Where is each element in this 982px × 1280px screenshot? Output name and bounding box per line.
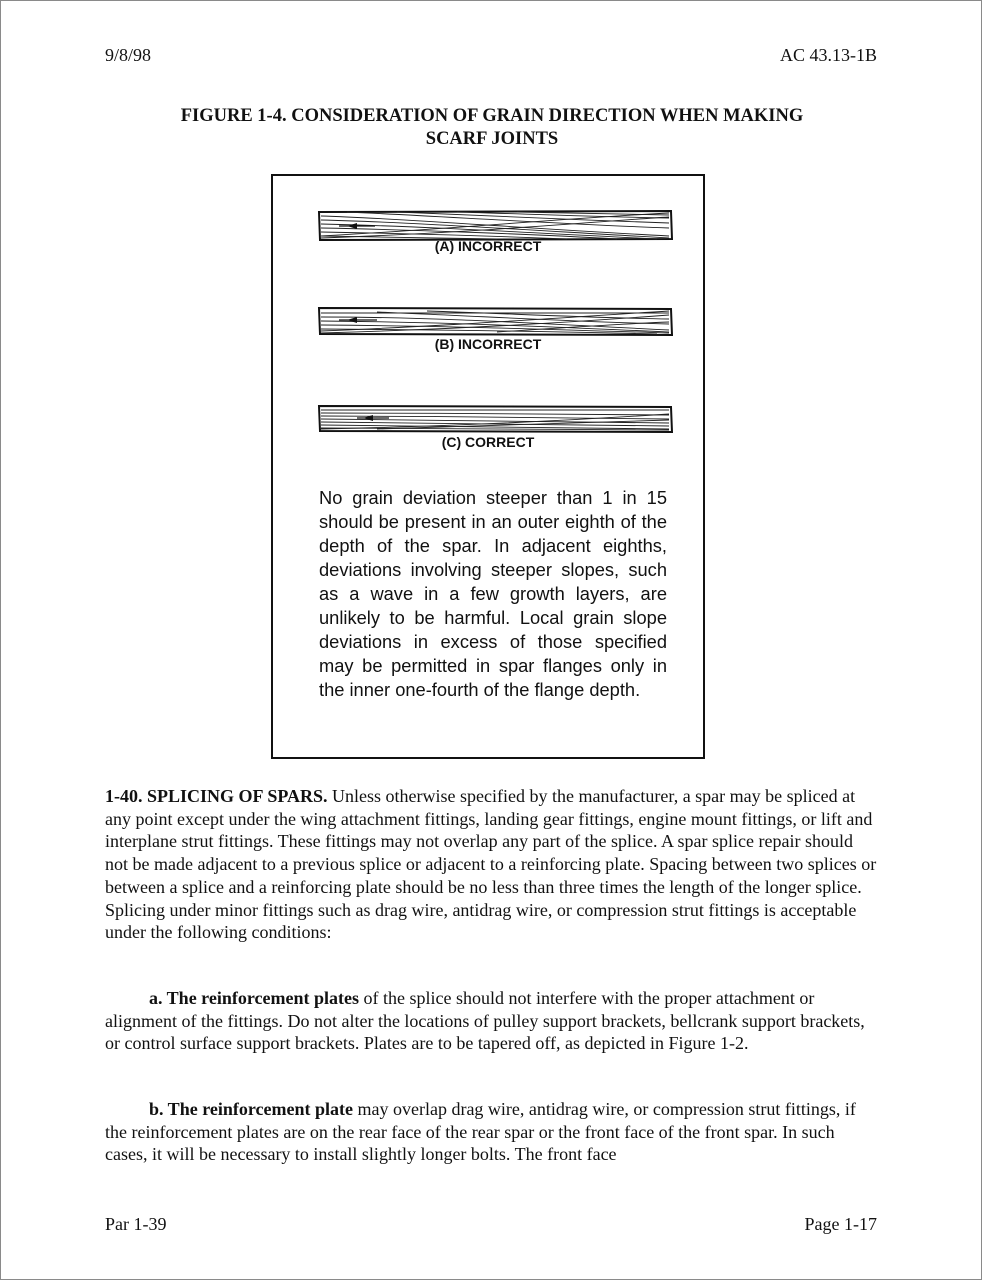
caption-b: (B) INCORRECT (434, 336, 542, 352)
section-heading: 1-40. SPLICING OF SPARS. (105, 786, 328, 806)
figure-title-line1: FIGURE 1-4. CONSIDERATION OF GRAIN DIRECTION WHEN MAKING (180, 106, 804, 126)
paragraph-a (105, 987, 879, 1055)
header-date: 9/8/98 (105, 45, 152, 65)
figure-note: No grain deviation steeper than 1 in 15 should be present in an outer eighth of the depth of the spar. In adjacent eighths, deviations involving steeper slopes, such as a wave in a few growth layers, are unlikely to be harmful. Local grain slope deviations in excess of those specified may be permitted in spar flanges only in the inner one-fourth of the flange depth. (319, 487, 667, 700)
section-text: Unless otherwise specified by the manufacturer, a spar may be spliced at any point except under the wing attachment fittings, landing gear fittings, engine mount fittings, or lift and interplane strut fittings. These fittings may not overlap any part of the splice. A spar splice repair should not be made adjacent to a previous splice or adjacent to a reinforcing plate. Spacing between two splices or between a splice and a reinforcing plate should be no less than three times the length of the longer splice. Splicing under minor fittings such as drag wire, antidrag wire, or compression strut fittings is acceptable under the following conditions: (105, 786, 877, 943)
header-doc-id: AC 43.13-1B (779, 45, 877, 65)
figure-title (105, 105, 879, 151)
paragraph-a-label: a. The reinforcement plates (149, 988, 359, 1008)
section-1-40 (105, 785, 879, 944)
caption-c: (C) CORRECT (441, 434, 535, 450)
paragraph-b (105, 1098, 879, 1166)
paragraph-a-text: of the splice should not interfere with the proper attachment or alignment of the fittings. Do not alter the locations of pulley support brackets, bellcrank support brackets, or control surface support brackets. Plates are to be tapered off, as depicted in Figure 1-2. (105, 988, 865, 1054)
plank-c-correct-illustration (317, 402, 673, 436)
plank-b-incorrect-illustration (317, 304, 673, 338)
paragraph-b-label: b. The reinforcement plate (149, 1099, 353, 1119)
footer-par: Par 1-39 (105, 1214, 167, 1234)
paragraph-b-text: may overlap drag wire, antidrag wire, or compression strut fittings, if the reinforcement plates are on the rear face of the rear spar or the front face of the front spar. In such cases, it will be necessary to install slightly longer bolts. The front face (105, 1099, 856, 1165)
caption-a: (A) INCORRECT (434, 238, 542, 254)
figure-title-line2: SCARF JOINTS (425, 129, 559, 149)
figure-frame (271, 174, 705, 759)
plank-a-incorrect-illustration (317, 208, 673, 242)
footer-page: Page 1-17 (804, 1214, 877, 1234)
